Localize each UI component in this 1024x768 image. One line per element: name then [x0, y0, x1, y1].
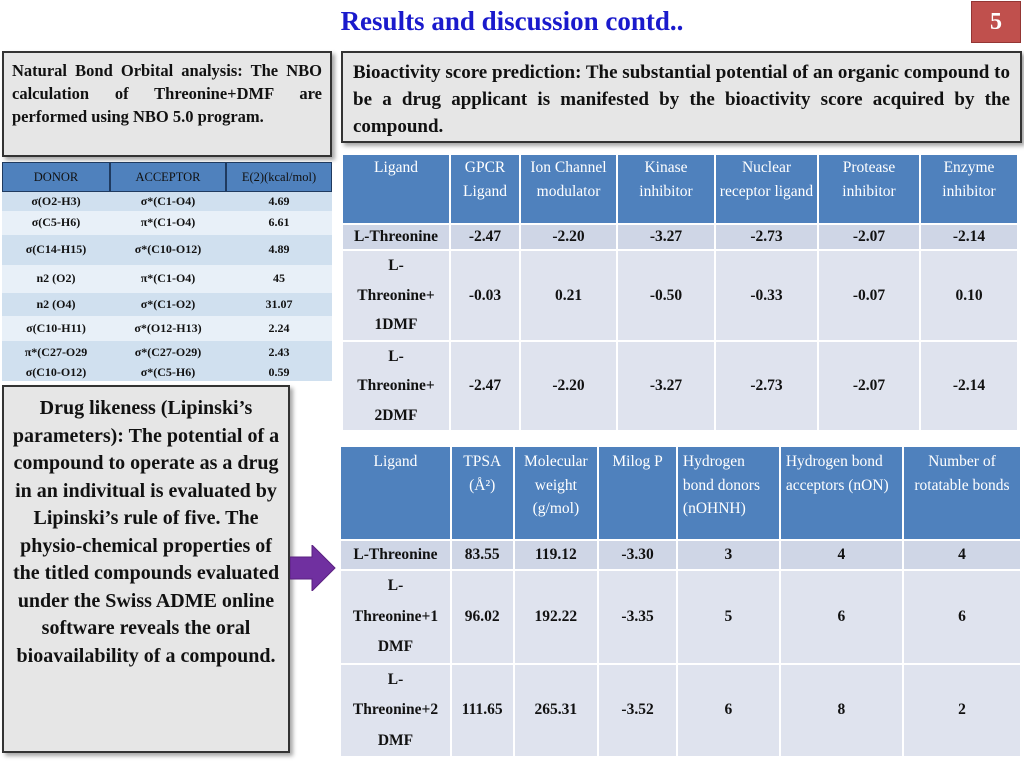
nbo-cell: 45 [226, 265, 332, 293]
lip-cell: 119.12 [515, 541, 598, 569]
lip-cell-ligand: L-Threonine+2 DMF [341, 665, 450, 757]
nbo-cell: n2 (O4) [2, 293, 110, 317]
bio-cell: -3.27 [618, 225, 714, 249]
slide-title: Results and discussion contd.. [340, 6, 684, 36]
lipinski-table [339, 445, 1022, 758]
lip-cell: 4 [904, 541, 1020, 569]
nbo-cell: π*(C1-O4) [110, 265, 226, 293]
table-row [2, 316, 332, 341]
bio-cell: -0.07 [819, 251, 919, 340]
lip-cell: 5 [678, 571, 779, 663]
table-row [343, 251, 1017, 340]
nbo-cell: 4.69 [226, 192, 332, 211]
lip-header-molecular-weight: Molecular weight (g/mol) [515, 447, 598, 539]
nbo-cell: 0.59 [226, 363, 332, 381]
nbo-cell: 2.43 [226, 341, 332, 363]
bioactivity-table [341, 153, 1019, 432]
bio-cell: -2.07 [819, 225, 919, 249]
nbo-cell: σ(C5-H6) [2, 211, 110, 235]
lip-header-rotatable-bonds: Number of rotatable bonds [904, 447, 1020, 539]
nbo-header-row [2, 162, 332, 192]
table-row [341, 541, 1020, 569]
nbo-header-energy: E(2)(kcal/mol) [226, 162, 332, 192]
bio-header-enzyme: Enzyme inhibitor [921, 155, 1017, 223]
nbo-cell: σ(C10-O12) [2, 363, 110, 381]
bio-cell: -0.33 [716, 251, 817, 340]
nbo-cell: 4.89 [226, 235, 332, 265]
nbo-cell: σ(C10-H11) [2, 316, 110, 341]
bio-header-protease: Protease inhibitor [819, 155, 919, 223]
bio-cell: -2.07 [819, 342, 919, 431]
bio-cell: 0.10 [921, 251, 1017, 340]
nbo-description: Natural Bond Orbital analysis: The NBO calculation of Threonine+DMF are performed using NBO 5.0 program. [2, 51, 332, 157]
lip-header-hbond-acceptors: Hydrogen bond acceptors (nON) [781, 447, 902, 539]
bioactivity-header-row [343, 155, 1017, 223]
lip-cell: 6 [904, 571, 1020, 663]
nbo-cell: 2.24 [226, 316, 332, 341]
bio-cell-ligand: L-Threonine+ 1DMF [343, 251, 449, 340]
lipinski-description: Drug likeness (Lipinski’s parameters): The potential of a compound to operate as a drug in an indivitual is evaluated by Lipinski’s rule of five. The physio-chemical properties of the titled compounds evaluated under the Swiss ADME online software reveals the oral bioavailability of a compound. [2, 385, 290, 753]
nbo-table [2, 162, 332, 381]
lip-header-hbond-donors: Hydrogen bond donors (nOHNH) [678, 447, 779, 539]
table-row [2, 363, 332, 381]
lip-cell: 6 [781, 571, 902, 663]
nbo-cell: σ*(C5-H6) [110, 363, 226, 381]
table-row [343, 342, 1017, 431]
bio-header-ion-channel: Ion Channel modulator [521, 155, 616, 223]
table-row [341, 665, 1020, 757]
bio-header-ligand: Ligand [343, 155, 449, 223]
lip-cell: -3.35 [599, 571, 676, 663]
bio-header-gpcr: GPCR Ligand [451, 155, 519, 223]
lip-header-ligand: Ligand [341, 447, 450, 539]
lip-cell: 83.55 [452, 541, 513, 569]
bio-header-kinase: Kinase inhibitor [618, 155, 714, 223]
table-row [2, 211, 332, 235]
right-arrow-icon [290, 545, 336, 591]
table-row [341, 571, 1020, 663]
bio-cell: -3.27 [618, 342, 714, 431]
bio-cell: 0.21 [521, 251, 616, 340]
bio-cell: -2.73 [716, 225, 817, 249]
lip-cell: 96.02 [452, 571, 513, 663]
table-row [2, 293, 332, 317]
table-row [343, 225, 1017, 249]
table-row [2, 192, 332, 211]
bio-cell: -2.47 [451, 342, 519, 431]
bio-cell: -2.73 [716, 342, 817, 431]
lip-header-tpsa: TPSA (Å²) [452, 447, 513, 539]
bio-cell: -0.03 [451, 251, 519, 340]
bio-header-nuclear-receptor: Nuclear receptor ligand [716, 155, 817, 223]
lip-cell: 6 [678, 665, 779, 757]
lip-cell: -3.30 [599, 541, 676, 569]
nbo-cell: 31.07 [226, 293, 332, 317]
nbo-cell: π*(C1-O4) [110, 211, 226, 235]
nbo-cell: σ(C14-H15) [2, 235, 110, 265]
nbo-cell: σ*(C10-O12) [110, 235, 226, 265]
lip-header-milog-p: Milog P [599, 447, 676, 539]
lip-cell: 4 [781, 541, 902, 569]
nbo-cell: 6.61 [226, 211, 332, 235]
lip-cell: 2 [904, 665, 1020, 757]
page-number-badge: 5 [971, 1, 1021, 43]
lip-cell-ligand: L-Threonine+1 DMF [341, 571, 450, 663]
bioactivity-description: Bioactivity score prediction: The substantial potential of an organic compound to be a drug applicant is manifested by the bioactivity score acquired by the compound. [341, 51, 1022, 143]
nbo-cell: σ*(C1-O2) [110, 293, 226, 317]
lip-cell: 192.22 [515, 571, 598, 663]
lipinski-header-row [341, 447, 1020, 539]
lip-cell: 265.31 [515, 665, 598, 757]
nbo-cell: σ*(C1-O4) [110, 192, 226, 211]
bio-cell-ligand: L-Threonine+ 2DMF [343, 342, 449, 431]
bio-cell-ligand: L-Threonine [343, 225, 449, 249]
nbo-cell: σ(O2-H3) [2, 192, 110, 211]
bio-cell: -2.14 [921, 225, 1017, 249]
bio-cell: -0.50 [618, 251, 714, 340]
nbo-cell: π*(C27-O29 [2, 341, 110, 363]
bio-cell: -2.14 [921, 342, 1017, 431]
lip-cell: 8 [781, 665, 902, 757]
bio-cell: -2.20 [521, 342, 616, 431]
nbo-header-donor: DONOR [2, 162, 110, 192]
nbo-cell: σ*(O12-H13) [110, 316, 226, 341]
table-row [2, 235, 332, 265]
table-row [2, 341, 332, 363]
bio-cell: -2.20 [521, 225, 616, 249]
nbo-cell: σ*(C27-O29) [110, 341, 226, 363]
bio-cell: -2.47 [451, 225, 519, 249]
lip-cell-ligand: L-Threonine [341, 541, 450, 569]
lip-cell: -3.52 [599, 665, 676, 757]
table-row [2, 265, 332, 293]
nbo-header-acceptor: ACCEPTOR [110, 162, 226, 192]
lip-cell: 3 [678, 541, 779, 569]
lip-cell: 111.65 [452, 665, 513, 757]
nbo-cell: n2 (O2) [2, 265, 110, 293]
